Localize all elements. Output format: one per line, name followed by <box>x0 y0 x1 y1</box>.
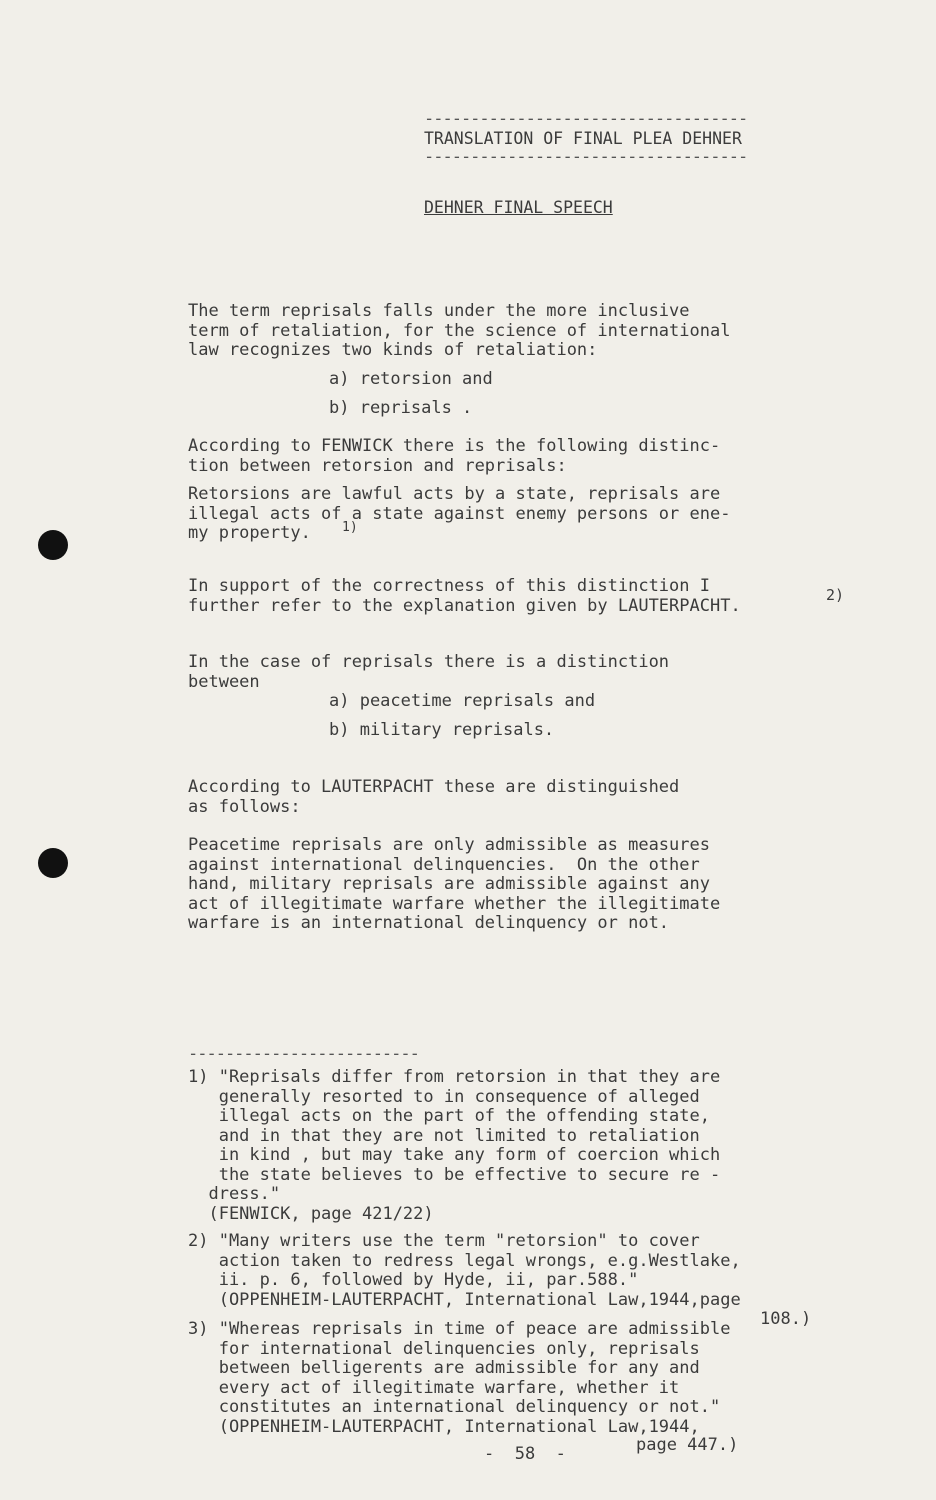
document-subtitle: DEHNER FINAL SPEECH <box>424 198 613 217</box>
header-rule-top: ----------------------------------- <box>424 109 748 129</box>
list-item-retorsion: a) retorsion and <box>329 369 493 389</box>
footnote-rule: ------------------------- <box>188 1044 419 1064</box>
document-title: TRANSLATION OF FINAL PLEA DEHNER <box>424 129 742 148</box>
footnote-2-page: 108.) <box>760 1309 812 1329</box>
paragraph-fenwick-distinction: According to FENWICK there is the following distinc- tion between retorsion and reprisals: <box>188 436 721 476</box>
paragraph-lauterpacht-distinction: According to LAUTERPACHT these are distinguished as follows: <box>188 777 680 817</box>
paragraph-retorsion-definition: Retorsions are lawful acts by a state, reprisals are illegal acts of a state against enemy persons or ene- my property. <box>188 484 731 543</box>
footnote-2: 2) "Many writers use the term "retorsion" to cover action taken to redress legal wrongs, e.g.Westlake, ii. p. 6, followed by Hyde, ii, par.588." (OPPENHEIM-LAUTERPACHT, International Law,1944,page <box>188 1231 741 1310</box>
footnote-ref-2: 2) <box>826 586 845 604</box>
punch-hole-top <box>38 530 68 560</box>
list-item-peacetime: a) peacetime reprisals and <box>329 691 596 711</box>
paragraph-lauterpacht-reference: In support of the correctness of this distinction I further refer to the explanation given by LAUTERPACHT. <box>188 576 741 616</box>
punch-hole-bottom <box>38 848 68 878</box>
footnote-1: 1) "Reprisals differ from retorsion in that they are generally resorted to in consequence of alleged illegal acts on the part of the offending state, and in that they are not limited to retaliation in kind , but may take any form of coercion which the state believes to be effective to secure re - dress." (FENWICK, page 421/22) <box>188 1067 721 1224</box>
paragraph-admissibility: Peacetime reprisals are only admissible as measures against international delinquencies. On the other hand, military reprisals are admissible against any act of illegitimate warfare whether the illegitimate warfare is an international delinquency or not. <box>188 835 721 933</box>
header-rule-bottom: ----------------------------------- <box>424 147 748 167</box>
paragraph-retaliation: The term reprisals falls under the more inclusive term of retaliation, for the science of international law recognizes two kinds of retaliation: <box>188 301 731 360</box>
paragraph-reprisal-types: In the case of reprisals there is a distinction between <box>188 652 670 692</box>
page-number: - 58 - <box>484 1444 566 1464</box>
footnote-3-page: page 447.) <box>636 1435 739 1455</box>
footnote-3: 3) "Whereas reprisals in time of peace are admissible for international delinquencies only, reprisals between belligerents are admissible for any and every act of illegitimate warfare, whether it constitutes an international delinquency or not." (OPPENHEIM-LAUTERPACHT, International Law,1944, <box>188 1319 731 1437</box>
footnote-ref-1: 1) <box>342 520 358 535</box>
list-item-reprisals: b) reprisals . <box>329 398 473 418</box>
list-item-military: b) military reprisals. <box>329 720 555 740</box>
